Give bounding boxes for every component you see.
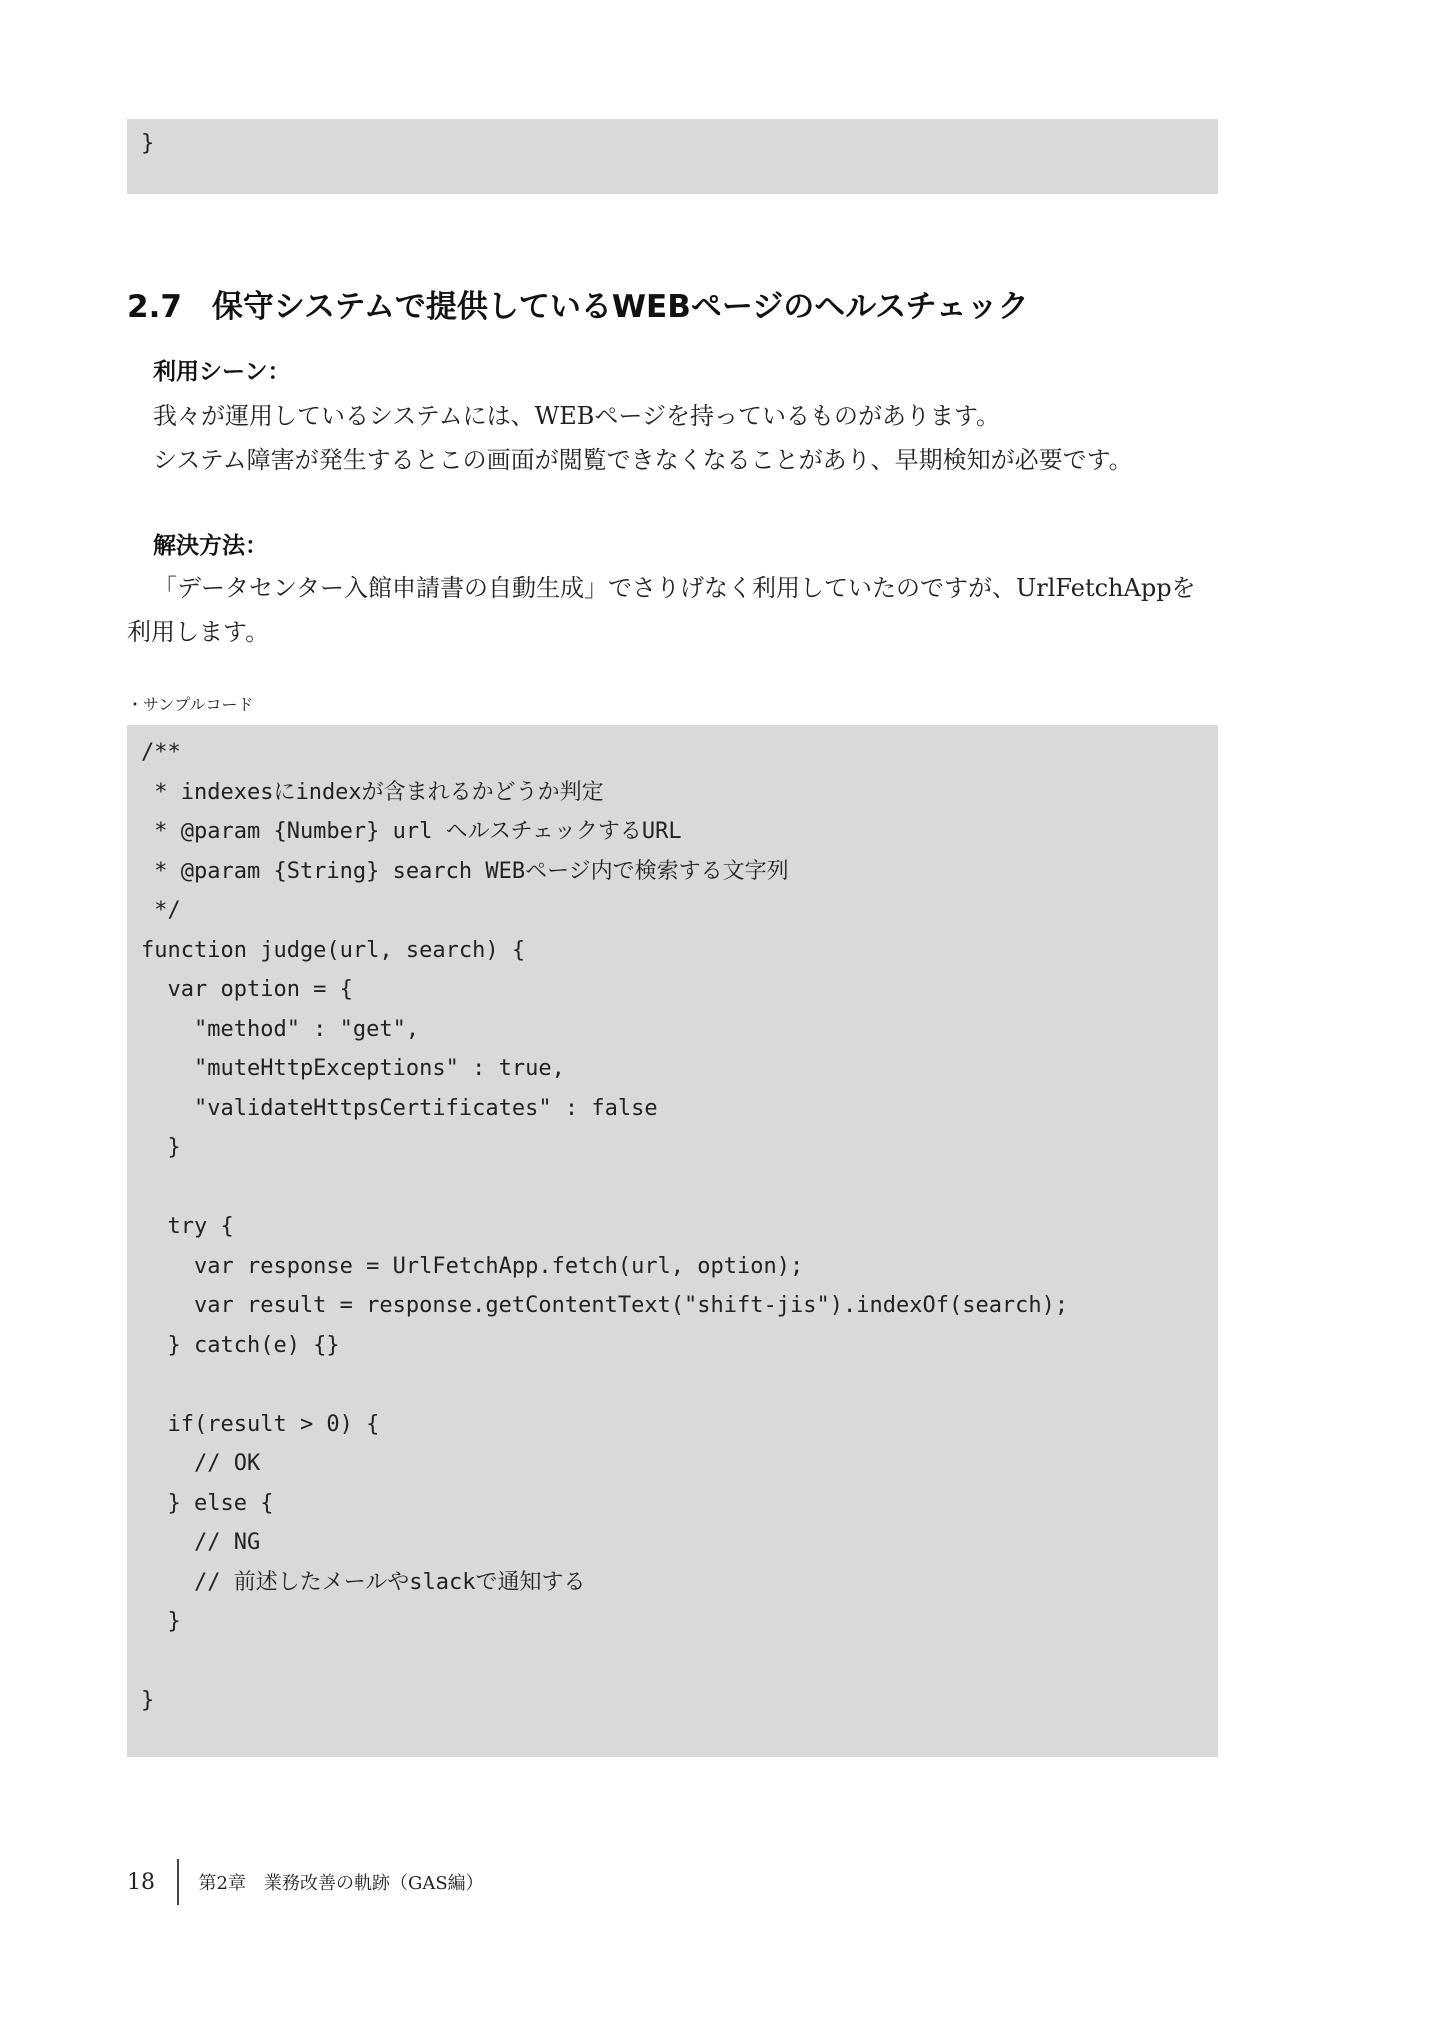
code-line: if(result > 0) { [141, 1411, 380, 1437]
code-line: var option = { [141, 977, 353, 1002]
code-line: try { [141, 1214, 234, 1239]
code-line: function judge(url, search) { [141, 937, 526, 963]
page-number: 18 [127, 1869, 155, 1895]
footer-divider [177, 1859, 179, 1905]
code-line [141, 1365, 1204, 1405]
code-line: } catch(e) {} [141, 1332, 340, 1358]
usage-line-1: 我々が運用しているシステムには、WEBページを持っているものがあります。 [153, 402, 1001, 430]
code-line: } [141, 1688, 155, 1713]
code-line [141, 1168, 1204, 1208]
code-line: * @param {Number} url ヘルスチェックするURL [141, 819, 682, 844]
solution-label: 解決方法： [153, 533, 268, 559]
code-line: "validateHttpsCertificates" : false [141, 1095, 658, 1121]
section-number: 2.7 [127, 289, 182, 325]
sample-code-label: ・サンプルコード [127, 695, 254, 714]
code-line: * @param {String} search WEBページ内で検索する文字列 [141, 858, 789, 884]
code-line: */ [141, 898, 181, 923]
code-line: "method" : "get", [141, 1016, 420, 1042]
code-line: "muteHttpExceptions" : true, [141, 1056, 565, 1081]
code-line: /** [141, 740, 181, 765]
usage-line-2: システム障害が発生するとこの画面が閲覧できなくなることがあり、早期検知が必要です。 [153, 446, 1133, 474]
solution-line-2: 利用します。 [127, 618, 270, 646]
chapter-title: 第2章 業務改善の軌跡（GAS編） [198, 1873, 484, 1894]
code-line: var response = UrlFetchApp.fetch(url, option); [141, 1253, 804, 1279]
code-line: var result = response.getContentText("shift-jis").indexOf(search); [141, 1293, 1069, 1318]
code-line [141, 1642, 1204, 1682]
usage-label: 利用シーン： [153, 359, 291, 385]
code-line: // OK [141, 1451, 261, 1476]
code-line: // NG [141, 1530, 261, 1555]
solution-line-1: 「データセンター入館申請書の自動生成」でさりげなく利用していたのですが、UrlFetchAppを [153, 574, 1196, 602]
code-line: // 前述したメールやslackで通知する [141, 1569, 586, 1595]
section-heading [127, 287, 1029, 327]
code-block-top [127, 119, 1218, 194]
code-line: } [141, 131, 155, 156]
code-line: } [141, 1609, 181, 1634]
section-title: 保守システムで提供しているWEBページのヘルスチェック [211, 289, 1029, 325]
code-line: * indexesにindexが含まれるかどうか判定 [141, 779, 604, 805]
code-line: } [141, 1135, 181, 1160]
sample-code-block [127, 725, 1218, 1757]
code-line: } else { [141, 1490, 274, 1516]
page-footer [127, 1858, 484, 1906]
